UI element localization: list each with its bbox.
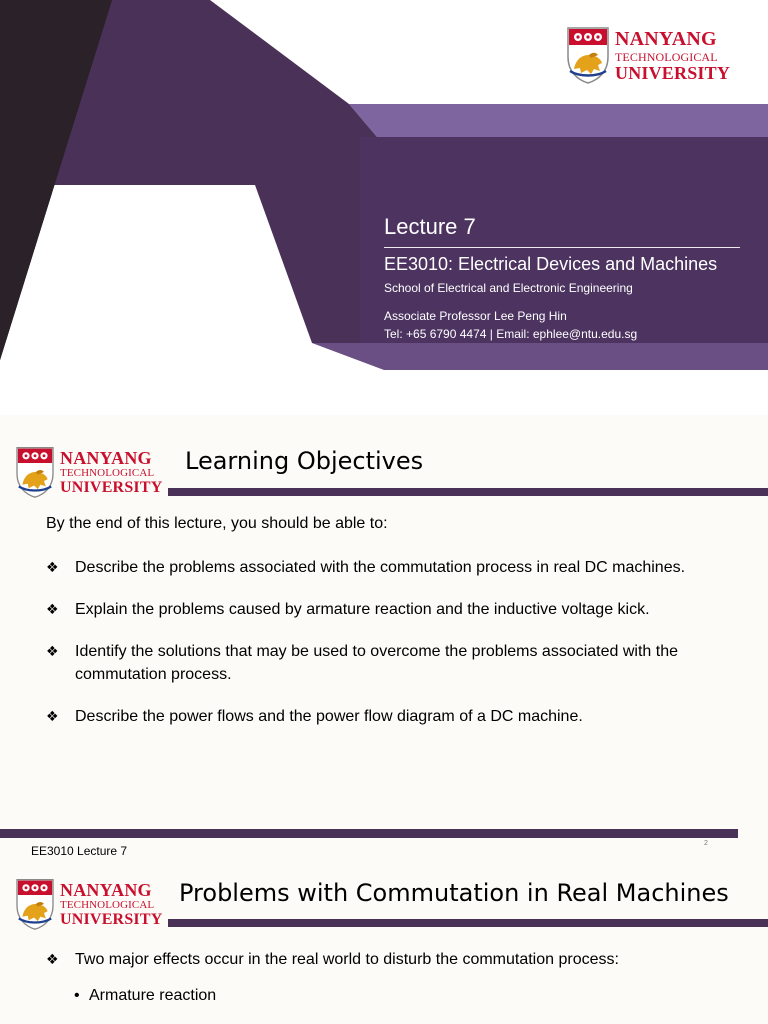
list-item [46, 948, 619, 971]
list-item-text: Two major effects occur in the real world to disturb the commutation process: [75, 951, 619, 968]
header-bar [168, 919, 768, 927]
footer-label: EE3010 Lecture 7 [31, 844, 128, 858]
logo-text-university: UNIVERSITY [615, 62, 731, 83]
ntu-crest-icon [14, 445, 56, 499]
logo-text-university: UNIVERSITY [60, 478, 163, 496]
course-title: EE3010: Electrical Devices and Machines [384, 254, 718, 274]
objectives-list [46, 556, 726, 728]
title-divider [384, 247, 740, 248]
list-item [46, 705, 726, 728]
ntu-logo [565, 25, 730, 85]
diamond-bullet-icon: ❖ [46, 643, 59, 659]
list-item-text: Explain the problems caused by armature reaction and the inductive voltage kick. [75, 601, 650, 618]
header-bar [168, 488, 768, 496]
diamond-bullet-icon: ❖ [46, 559, 59, 575]
professor-name: Associate Professor Lee Peng Hin [384, 309, 567, 323]
contact-info: Tel: +65 6790 4474 | Email: ephlee@ntu.edu.sg [384, 327, 638, 341]
commutation-problems-slide [0, 865, 768, 1024]
title-slide [0, 0, 768, 385]
slide-title: Learning Objectives [185, 447, 424, 475]
list-item [46, 640, 726, 686]
ntu-logo [14, 445, 162, 499]
list-item [46, 556, 726, 579]
logo-text-technological: TECHNOLOGICAL [60, 466, 155, 479]
bottom-purple-strip [312, 343, 768, 370]
lecture-number: Lecture 7 [384, 214, 476, 239]
diamond-bullet-icon: ❖ [46, 601, 59, 617]
logo-text-technological: TECHNOLOGICAL [615, 49, 718, 64]
light-purple-strip [349, 104, 768, 137]
footer-bar [0, 829, 738, 838]
ntu-crest-icon [14, 877, 56, 931]
sub-list-item [74, 984, 216, 1007]
logo-text-nanyang: NANYANG [615, 27, 717, 50]
logo-text-university: UNIVERSITY [60, 910, 163, 928]
footer-bar-tip [722, 829, 738, 838]
diamond-bullet-icon: ❖ [46, 708, 59, 724]
slide-title: Problems with Commutation in Real Machines [179, 879, 729, 907]
sub-list-item-text: Armature reaction [89, 987, 217, 1004]
diamond-bullet-icon: ❖ [46, 951, 59, 967]
logo-text-nanyang: NANYANG [60, 879, 152, 900]
bullet-dot-icon: • [74, 987, 80, 1004]
logo-text-technological: TECHNOLOGICAL [60, 898, 155, 911]
intro-text: By the end of this lecture, you should be able to: [46, 515, 388, 532]
ntu-logo [14, 877, 162, 931]
logo-text-nanyang: NANYANG [60, 447, 152, 468]
list-item [46, 598, 726, 621]
list-item-text: Identify the solutions that may be used to overcome the problems associated with the commutation process. [75, 643, 678, 683]
learning-objectives-slide [0, 415, 768, 865]
list-item-text: Describe the power flows and the power flow diagram of a DC machine. [75, 708, 583, 725]
list-item-text: Describe the problems associated with the commutation process in real DC machines. [75, 559, 686, 576]
ntu-crest-icon [565, 25, 611, 85]
page-number: 2 [704, 840, 708, 847]
school-name: School of Electrical and Electronic Engineering [384, 281, 633, 295]
